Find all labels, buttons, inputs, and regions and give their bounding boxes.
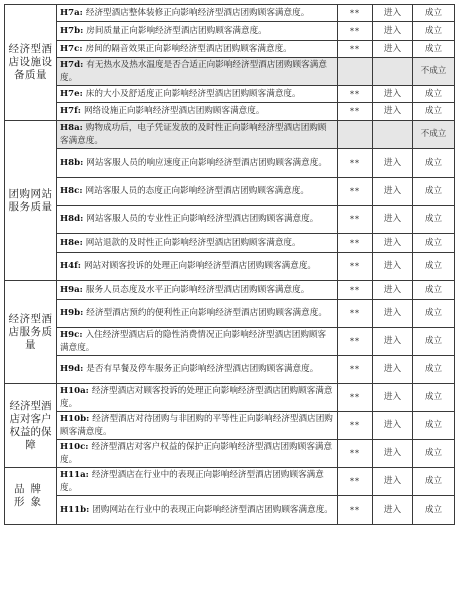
significance-cell: ** <box>338 86 373 103</box>
table-row <box>5 149 455 178</box>
conclusion-cell: 成立 <box>413 103 455 121</box>
hypothesis-statement-cell <box>57 206 338 234</box>
table-row <box>5 356 455 384</box>
table-row <box>5 384 455 412</box>
hypothesis-text: 经济型酒店对客户权益的保护正向影响经济型酒店团购顾客满意度。 <box>60 441 333 465</box>
hypothesis-statement-cell <box>57 121 338 149</box>
regression-result-cell: 进入 <box>373 281 413 300</box>
significance-cell: ** <box>338 253 373 281</box>
hypothesis-statement-cell <box>57 328 338 356</box>
significance-cell: ** <box>338 328 373 356</box>
table-row <box>5 234 455 253</box>
hypothesis-text: 网站客服人员的响应速度正向影响经济型酒店团购顾客满意度。 <box>86 157 327 168</box>
table-row <box>5 281 455 300</box>
hypothesis-text: 网站客服人员的态度正向影响经济型酒店团购顾客满意度。 <box>85 186 309 196</box>
category-label: 经济型酒店设施设备质量 <box>5 5 57 121</box>
hypothesis-text: 房间的隔音效果正向影响经济型酒店团购顾客满意度。 <box>85 43 292 54</box>
regression-result-cell: 进入 <box>373 253 413 281</box>
hypothesis-statement-cell <box>57 58 338 86</box>
significance-cell: ** <box>338 281 373 300</box>
hypothesis-statement-cell <box>57 253 338 281</box>
table-row <box>5 86 455 103</box>
conclusion-cell: 不成立 <box>413 121 455 149</box>
hypothesis-text: 经济型酒店整体装修正向影响经济型酒店团购顾客满意度。 <box>85 7 310 18</box>
table-row <box>5 206 455 234</box>
regression-result-cell <box>373 58 413 86</box>
hypothesis-text: 服务人员态度及水平正向影响经济型酒店团购顾客满意度。 <box>85 284 310 295</box>
table-row <box>5 103 455 121</box>
hypothesis-table-body <box>5 5 455 525</box>
conclusion-cell: 成立 <box>413 300 455 328</box>
significance-cell: ** <box>338 300 373 328</box>
hypothesis-id: H4f: <box>60 261 81 271</box>
hypothesis-id: H10c: <box>60 441 89 452</box>
hypothesis-statement-cell <box>57 86 338 103</box>
significance-cell: ** <box>338 356 373 384</box>
regression-result-cell: 进入 <box>373 149 413 178</box>
conclusion-cell: 成立 <box>413 234 455 253</box>
table-row <box>5 41 455 58</box>
conclusion-cell: 成立 <box>413 253 455 281</box>
hypothesis-table <box>4 4 455 525</box>
category-label: 经济型酒店对客户权益的保障 <box>5 384 57 468</box>
table-row <box>5 440 455 468</box>
regression-result-cell <box>373 121 413 149</box>
conclusion-cell: 成立 <box>413 440 455 468</box>
significance-cell: ** <box>338 103 373 121</box>
hypothesis-id: H9c: <box>60 329 83 340</box>
hypothesis-id: H9b: <box>60 308 84 318</box>
significance-cell: ** <box>338 5 373 22</box>
hypothesis-id: H10b: <box>60 413 90 424</box>
hypothesis-statement-cell <box>57 22 338 41</box>
hypothesis-statement-cell <box>57 440 338 468</box>
table-row <box>5 22 455 41</box>
regression-result-cell: 进入 <box>373 206 413 234</box>
conclusion-cell: 成立 <box>413 328 455 356</box>
regression-result-cell: 进入 <box>373 103 413 121</box>
conclusion-cell: 成立 <box>413 5 455 22</box>
regression-result-cell: 进入 <box>373 496 413 525</box>
conclusion-cell: 成立 <box>413 281 455 300</box>
conclusion-cell: 成立 <box>413 496 455 525</box>
conclusion-cell: 成立 <box>413 149 455 178</box>
hypothesis-table-container <box>4 4 454 525</box>
conclusion-cell: 成立 <box>413 178 455 206</box>
regression-result-cell: 进入 <box>373 5 413 22</box>
regression-result-cell: 进入 <box>373 412 413 440</box>
hypothesis-statement-cell <box>57 41 338 58</box>
hypothesis-id: H7d: <box>60 59 84 70</box>
hypothesis-statement-cell <box>57 356 338 384</box>
hypothesis-statement-cell <box>57 412 338 440</box>
hypothesis-text: 团购网站在行业中的表现正向影响经济型酒店团购顾客满意度。 <box>92 504 333 515</box>
hypothesis-statement-cell <box>57 384 338 412</box>
category-label: 品牌形象 <box>5 468 57 525</box>
table-row <box>5 253 455 281</box>
category-label: 经济型酒店服务质量 <box>5 281 57 384</box>
hypothesis-text: 经济型酒店预约的便利性正向影响经济型酒店团购顾客满意度。 <box>86 308 327 318</box>
table-row <box>5 121 455 149</box>
table-row <box>5 178 455 206</box>
hypothesis-text: 有无热水及热水温度是否合适正向影响经济型酒店团购顾客满意度。 <box>60 59 327 83</box>
hypothesis-statement-cell <box>57 468 338 496</box>
significance-cell: ** <box>338 41 373 58</box>
hypothesis-id: H10a: <box>60 385 89 396</box>
hypothesis-statement-cell <box>57 234 338 253</box>
conclusion-cell: 成立 <box>413 468 455 496</box>
hypothesis-id: H11b: <box>60 504 90 515</box>
regression-result-cell: 进入 <box>373 86 413 103</box>
regression-result-cell: 进入 <box>373 234 413 253</box>
category-label: 团购网站服务质量 <box>5 121 57 281</box>
hypothesis-id: H7e: <box>60 88 83 99</box>
hypothesis-text: 入住经济型酒店后的隐性消费情况正向影响经济型酒店团购顾客满意度。 <box>60 329 327 353</box>
significance-cell: ** <box>338 496 373 525</box>
hypothesis-id: H8c: <box>60 186 83 196</box>
hypothesis-id: H8e: <box>60 237 83 248</box>
conclusion-cell: 成立 <box>413 206 455 234</box>
hypothesis-text: 是否有早餐及停车服务正向影响经济型酒店团购顾客满意度。 <box>86 364 319 374</box>
table-row <box>5 300 455 328</box>
conclusion-cell: 成立 <box>413 356 455 384</box>
hypothesis-text: 经济型酒店对待团购与非团购的平等性正向影响经济型酒店团购顾客满意度。 <box>60 413 333 437</box>
hypothesis-text: 购物成功后，电子凭证发放的及时性正向影响经济型酒店团购顾客满意度。 <box>60 122 327 146</box>
conclusion-cell: 不成立 <box>413 58 455 86</box>
hypothesis-text: 经济型酒店在行业中的表现正向影响经济型酒店团购顾客满意度。 <box>60 469 324 493</box>
hypothesis-text: 房间质量正向影响经济型酒店团购顾客满意度。 <box>86 25 267 36</box>
hypothesis-statement-cell <box>57 5 338 22</box>
significance-cell: ** <box>338 178 373 206</box>
significance-cell <box>338 58 373 86</box>
hypothesis-statement-cell <box>57 103 338 121</box>
hypothesis-text: 网站客服人员的专业性正向影响经济型酒店团购顾客满意度。 <box>86 214 319 224</box>
regression-result-cell: 进入 <box>373 468 413 496</box>
table-row <box>5 58 455 86</box>
hypothesis-id: H8d: <box>60 214 84 224</box>
table-row <box>5 412 455 440</box>
table-row <box>5 328 455 356</box>
hypothesis-id: H7f: <box>60 106 81 116</box>
significance-cell: ** <box>338 206 373 234</box>
table-row <box>5 496 455 525</box>
regression-result-cell: 进入 <box>373 328 413 356</box>
significance-cell: ** <box>338 440 373 468</box>
conclusion-cell: 成立 <box>413 41 455 58</box>
significance-cell: ** <box>338 384 373 412</box>
significance-cell: ** <box>338 22 373 41</box>
significance-cell <box>338 121 373 149</box>
hypothesis-id: H7a: <box>60 7 83 18</box>
regression-result-cell: 进入 <box>373 356 413 384</box>
conclusion-cell: 成立 <box>413 384 455 412</box>
regression-result-cell: 进入 <box>373 300 413 328</box>
regression-result-cell: 进入 <box>373 178 413 206</box>
hypothesis-text: 网络设施正向影响经济型酒店团购顾客满意度。 <box>83 106 265 116</box>
hypothesis-text: 床的大小及舒适度正向影响经济型酒店团购顾客满意度。 <box>85 88 301 99</box>
hypothesis-text: 经济型酒店对顾客投诉的处理正向影响经济型酒店团购顾客满意度。 <box>60 385 333 409</box>
conclusion-cell: 成立 <box>413 22 455 41</box>
regression-result-cell: 进入 <box>373 384 413 412</box>
hypothesis-id: H8b: <box>60 157 84 168</box>
hypothesis-statement-cell <box>57 149 338 178</box>
table-row <box>5 468 455 496</box>
hypothesis-text: 网站对顾客投诉的处理正向影响经济型酒店团购顾客满意度。 <box>83 261 317 271</box>
hypothesis-statement-cell <box>57 496 338 525</box>
regression-result-cell: 进入 <box>373 440 413 468</box>
significance-cell: ** <box>338 412 373 440</box>
significance-cell: ** <box>338 149 373 178</box>
hypothesis-id: H9a: <box>60 284 83 295</box>
hypothesis-id: H7c: <box>60 43 83 54</box>
hypothesis-id: H11a: <box>60 469 89 480</box>
hypothesis-id: H9d: <box>60 364 84 374</box>
significance-cell: ** <box>338 234 373 253</box>
hypothesis-id: H7b: <box>60 25 84 36</box>
conclusion-cell: 成立 <box>413 86 455 103</box>
hypothesis-text: 网站退款的及时性正向影响经济型酒店团购顾客满意度。 <box>85 237 301 248</box>
conclusion-cell: 成立 <box>413 412 455 440</box>
significance-cell: ** <box>338 468 373 496</box>
hypothesis-id: H8a: <box>60 122 83 133</box>
hypothesis-statement-cell <box>57 178 338 206</box>
hypothesis-statement-cell <box>57 281 338 300</box>
regression-result-cell: 进入 <box>373 41 413 58</box>
table-row <box>5 5 455 22</box>
regression-result-cell: 进入 <box>373 22 413 41</box>
hypothesis-statement-cell <box>57 300 338 328</box>
